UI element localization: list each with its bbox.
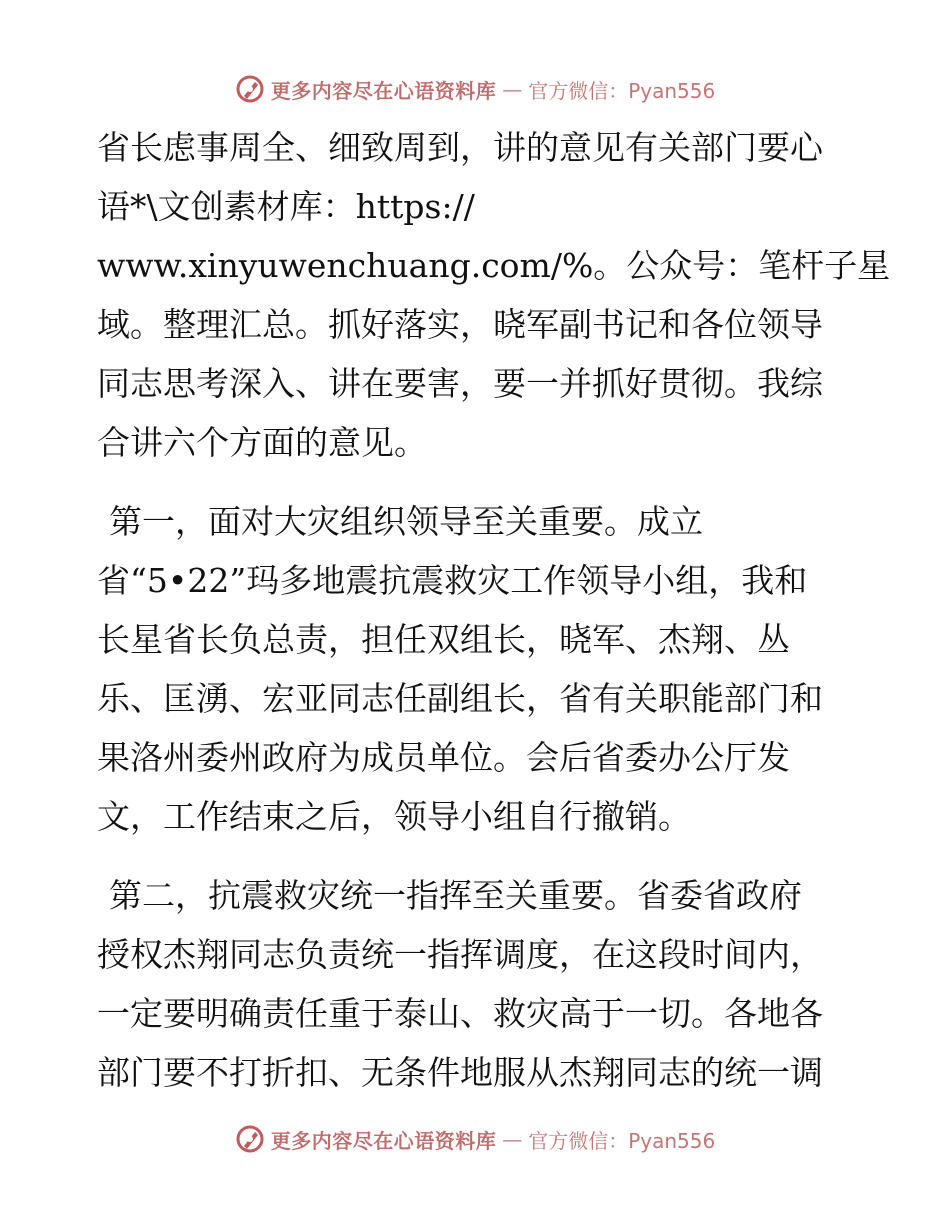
text-line: 省长虑事周全、细致周到，讲的意见有关部门要心 [97, 128, 823, 167]
text-line: 第二，抗震救灾统一指挥至关重要。省委省政府 [109, 876, 802, 915]
paragraph-1 [97, 118, 891, 472]
text-line: 同志思考深入、讲在要害，要一并抓好贯彻。我综 [97, 364, 823, 403]
text-line: www.xinyuwenchuang.com/%。公众号：笔杆子星 [97, 246, 891, 285]
watermark-contact: 官方微信：Pyan556 [528, 1128, 716, 1153]
document-body [97, 118, 891, 1102]
footer-watermark [0, 1124, 950, 1154]
text-line: 一定要明确责任重于泰山、救灾高于一切。各地各 [97, 994, 823, 1033]
text-line: 长星省长负总责，担任双组长，晓军、杰翔、丛 [97, 620, 790, 659]
paragraph-spacer [97, 846, 857, 866]
text-line: 授权杰翔同志负责统一指挥调度，在这段时间内， [97, 935, 823, 974]
text-line: 部门要不打折扣、无条件地服从杰翔同志的统一调 [97, 1053, 823, 1092]
watermark-contact: 官方微信：Pyan556 [528, 78, 716, 103]
pen-logo-icon [235, 74, 265, 104]
text-line: 第一，面对大灾组织领导至关重要。成立 [109, 502, 703, 541]
paragraph-spacer [97, 472, 857, 492]
paragraph-3 [97, 866, 857, 1102]
text-line: 省“5•22”玛多地震抗震救灾工作领导小组，我和 [97, 561, 808, 600]
watermark-dash: — [502, 77, 523, 101]
text-line: 文，工作结束之后，领导小组自行撤销。 [97, 797, 691, 836]
text-line: 乐、匡湧、宏亚同志任副组长，省有关职能部门和 [97, 679, 823, 718]
text-line: 合讲六个方面的意见。 [97, 423, 427, 462]
paragraph-2 [97, 492, 857, 846]
pen-logo-icon [235, 1124, 265, 1154]
watermark-site-text: 更多内容尽在心语资料库 [270, 78, 497, 103]
watermark-site-text: 更多内容尽在心语资料库 [270, 1128, 497, 1153]
text-line: 域。整理汇总。抓好落实，晓军副书记和各位领导 [97, 305, 823, 344]
watermark-dash: — [502, 1127, 523, 1151]
text-line: 果洛州委州政府为成员单位。会后省委办公厅发 [97, 738, 790, 777]
header-watermark [0, 74, 950, 104]
text-line: 语*\文创素材库：https:// [97, 187, 475, 226]
